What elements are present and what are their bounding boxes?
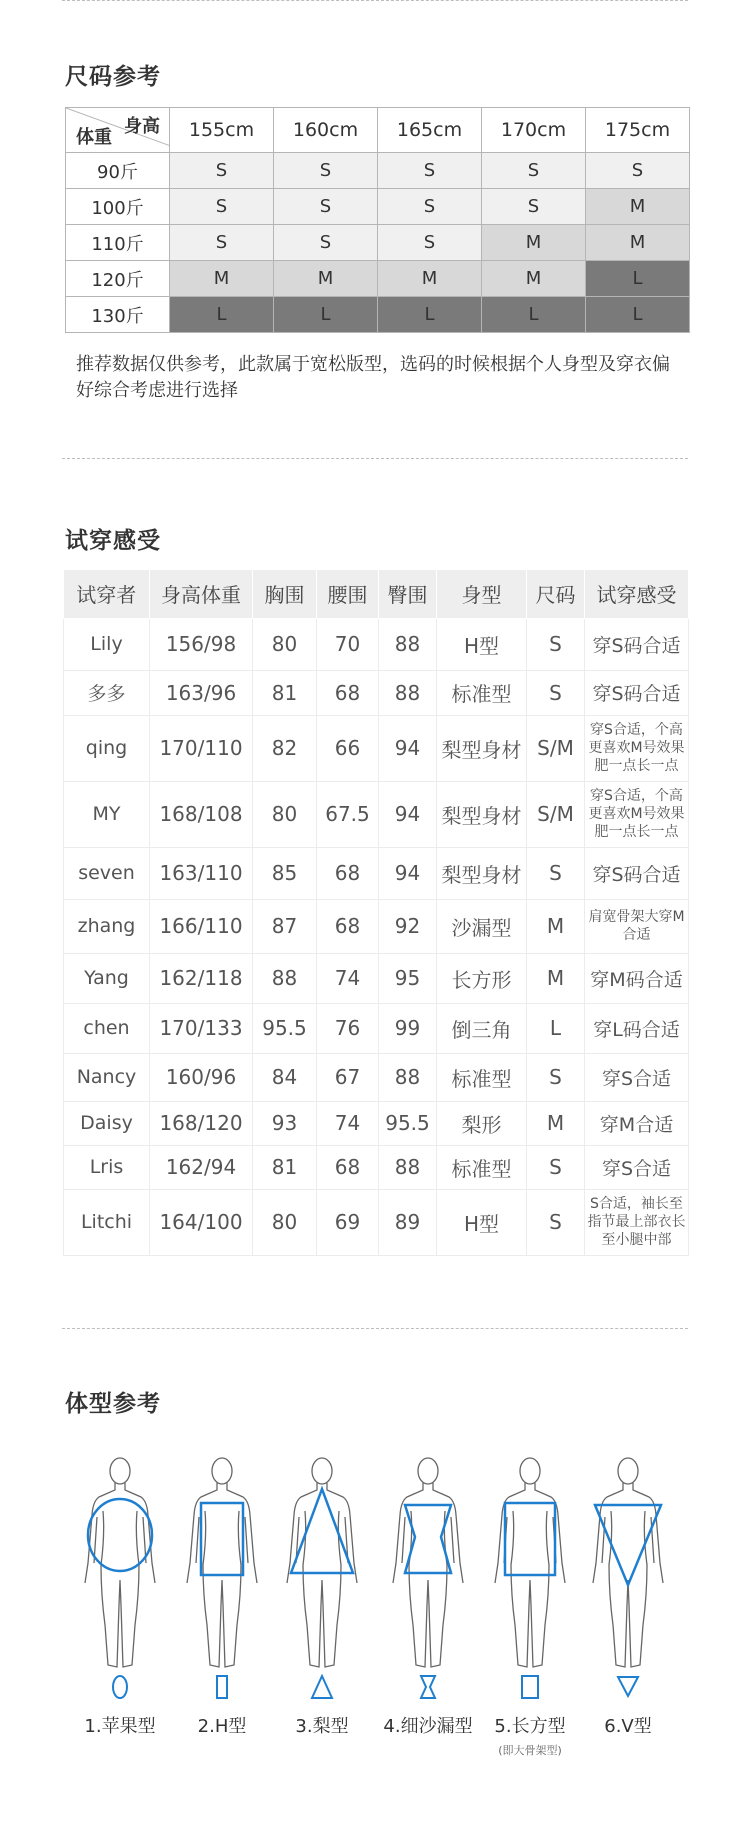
tryon-cell: 梨形 [437, 1101, 527, 1145]
size-cell: S [170, 153, 274, 189]
size-cell: M [482, 261, 586, 297]
tryon-cell: 76 [317, 1003, 379, 1053]
tryon-cell: 梨型身材 [437, 715, 527, 781]
tester-name: Daisy [64, 1101, 150, 1145]
size-cell: S [378, 189, 482, 225]
body-type-label: 5.长方型 [494, 1716, 566, 1737]
size-section-title: 尺码参考 [65, 64, 161, 90]
fit-feedback: S合适，袖长至指节最上部衣长至小腿中部 [585, 1189, 689, 1255]
size-chart-header-row [66, 108, 690, 153]
tryon-cell: 标准型 [437, 1053, 527, 1101]
size-cell: S [170, 189, 274, 225]
tryon-cell: 68 [317, 1145, 379, 1189]
tryon-cell: 70 [317, 618, 379, 670]
tester-name: Lily [64, 618, 150, 670]
tryon-cell: 梨型身材 [437, 781, 527, 847]
fit-feedback: 穿S码合适 [585, 670, 689, 715]
tryon-cell: 162/94 [150, 1145, 253, 1189]
tryon-cell: 87 [253, 899, 317, 953]
fit-feedback: 穿S码合适 [585, 847, 689, 899]
tryon-row [64, 847, 689, 899]
tryon-col-header: 试穿者 [64, 570, 150, 618]
tryon-row [64, 715, 689, 781]
tryon-cell: 68 [317, 899, 379, 953]
tryon-cell: 74 [317, 1101, 379, 1145]
body-type-sublabel: (即大骨架型) [498, 1744, 562, 1757]
weight-row-header: 120斤 [66, 261, 170, 297]
tryon-row [64, 1003, 689, 1053]
tryon-row [64, 1101, 689, 1145]
size-note: 推荐数据仅供参考，此款属于宽松版型，选码的时候根据个人身型及穿衣偏好综合考虑进行选择 [76, 354, 670, 401]
height-col-header: 155cm [170, 108, 274, 153]
size-cell: S [378, 153, 482, 189]
body-type-label: 2.H型 [197, 1716, 247, 1737]
height-col-header: 175cm [586, 108, 690, 153]
tester-name: zhang [64, 899, 150, 953]
tryon-cell: M [527, 1101, 585, 1145]
tryon-row [64, 953, 689, 1003]
tester-name: MY [64, 781, 150, 847]
size-cell: S [274, 153, 378, 189]
size-chart-row [66, 225, 690, 261]
tester-name: Yang [64, 953, 150, 1003]
body-figure [177, 1455, 267, 1675]
body-figure [75, 1455, 165, 1675]
tryon-cell: 67 [317, 1053, 379, 1101]
fit-feedback: 穿M合适 [585, 1101, 689, 1145]
size-chart-row [66, 261, 690, 297]
size-cell: S [378, 225, 482, 261]
size-cell: S [586, 153, 690, 189]
triangle-icon [307, 1672, 337, 1702]
size-chart-table [65, 107, 690, 333]
tryon-cell: 163/96 [150, 670, 253, 715]
size-cell: S [274, 225, 378, 261]
size-cell: M [586, 189, 690, 225]
tryon-cell: 标准型 [437, 670, 527, 715]
size-cell: S [482, 189, 586, 225]
tryon-cell: 88 [379, 618, 437, 670]
tryon-cell: 梨型身材 [437, 847, 527, 899]
tryon-cell: 160/96 [150, 1053, 253, 1101]
section-divider [62, 458, 688, 459]
height-col-header: 160cm [274, 108, 378, 153]
tryon-cell: 80 [253, 618, 317, 670]
tryon-cell: 94 [379, 847, 437, 899]
tryon-cell: S [527, 1053, 585, 1101]
tryon-cell: S/M [527, 781, 585, 847]
tryon-col-header: 身型 [437, 570, 527, 618]
tryon-col-header: 腰围 [317, 570, 379, 618]
tryon-cell: 168/120 [150, 1101, 253, 1145]
tryon-cell: 164/100 [150, 1189, 253, 1255]
weight-row-header: 130斤 [66, 297, 170, 333]
size-cell: M [170, 261, 274, 297]
tryon-cell: 95.5 [379, 1101, 437, 1145]
fit-feedback: 穿S合适，个高更喜欢M号效果肥一点长一点 [585, 715, 689, 781]
body-figure [485, 1455, 575, 1675]
tryon-row [64, 1053, 689, 1101]
size-cell: M [586, 225, 690, 261]
size-chart-row [66, 189, 690, 225]
tryon-cell: 88 [379, 670, 437, 715]
size-cell: S [170, 225, 274, 261]
tryon-cell: 94 [379, 781, 437, 847]
size-cell: M [378, 261, 482, 297]
tryon-cell: 88 [379, 1053, 437, 1101]
size-cell: L [586, 297, 690, 333]
tryon-cell: 99 [379, 1003, 437, 1053]
tryon-cell: 倒三角 [437, 1003, 527, 1053]
tryon-cell: 66 [317, 715, 379, 781]
tryon-cell: H型 [437, 618, 527, 670]
tryon-cell: H型 [437, 1189, 527, 1255]
tester-name: seven [64, 847, 150, 899]
body-figure [583, 1455, 673, 1675]
tryon-cell: M [527, 899, 585, 953]
tryon-row [64, 1145, 689, 1189]
tryon-cell: 81 [253, 670, 317, 715]
corner-weight-label: 体重 [76, 127, 112, 148]
size-cell: L [378, 297, 482, 333]
tryon-cell: 88 [253, 953, 317, 1003]
size-cell: S [274, 189, 378, 225]
size-cell: M [482, 225, 586, 261]
tryon-cell: 68 [317, 847, 379, 899]
tryon-row [64, 670, 689, 715]
hourglass-icon [413, 1672, 443, 1702]
tryon-col-header: 臀围 [379, 570, 437, 618]
tryon-cell: 68 [317, 670, 379, 715]
tryon-cell: M [527, 953, 585, 1003]
tryon-cell: 67.5 [317, 781, 379, 847]
tryon-cell: S/M [527, 715, 585, 781]
tryon-col-header: 身高体重 [150, 570, 253, 618]
tryon-row [64, 1189, 689, 1255]
tryon-cell: 74 [317, 953, 379, 1003]
body-type-label: 4.细沙漏型 [383, 1716, 473, 1737]
tryon-col-header: 试穿感受 [585, 570, 689, 618]
size-cell: L [170, 297, 274, 333]
size-cell: L [586, 261, 690, 297]
tryon-cell: S [527, 847, 585, 899]
tryon-cell: 85 [253, 847, 317, 899]
tryon-row [64, 781, 689, 847]
tryon-cell: 标准型 [437, 1145, 527, 1189]
body-section-title: 体型参考 [65, 1391, 161, 1417]
tester-name: 多多 [64, 670, 150, 715]
size-cell: L [482, 297, 586, 333]
oval-icon [105, 1672, 135, 1702]
tryon-cell: 163/110 [150, 847, 253, 899]
tryon-cell: 82 [253, 715, 317, 781]
body-type-label: 6.V型 [604, 1716, 652, 1737]
fit-feedback: 穿L码合适 [585, 1003, 689, 1053]
tester-name: Litchi [64, 1189, 150, 1255]
fit-feedback: 穿M码合适 [585, 953, 689, 1003]
body-figure [277, 1455, 367, 1675]
tryon-cell: 92 [379, 899, 437, 953]
height-col-header: 170cm [482, 108, 586, 153]
weight-row-header: 110斤 [66, 225, 170, 261]
tester-name: Nancy [64, 1053, 150, 1101]
size-cell: S [482, 153, 586, 189]
rectangle-icon [207, 1672, 237, 1702]
tryon-cell: 94 [379, 715, 437, 781]
body-type-label: 3.梨型 [295, 1716, 349, 1737]
tryon-col-header: 尺码 [527, 570, 585, 618]
weight-row-header: 100斤 [66, 189, 170, 225]
top-divider [62, 0, 688, 1]
tryon-cell: 166/110 [150, 899, 253, 953]
tryon-cell: 69 [317, 1189, 379, 1255]
square-icon [515, 1672, 545, 1702]
size-chart-row [66, 297, 690, 333]
tester-name: chen [64, 1003, 150, 1053]
size-cell: L [274, 297, 378, 333]
inverted-triangle-icon [613, 1672, 643, 1702]
section-divider [62, 1328, 688, 1329]
size-chart-corner [66, 108, 170, 153]
fit-feedback: 穿S合适 [585, 1053, 689, 1101]
fit-feedback: 肩宽骨架大穿M合适 [585, 899, 689, 953]
body-figure [383, 1455, 473, 1675]
body-type-label: 1.苹果型 [84, 1716, 156, 1737]
height-col-header: 165cm [378, 108, 482, 153]
tryon-cell: S [527, 670, 585, 715]
fit-feedback: 穿S码合适 [585, 618, 689, 670]
tryon-cell: S [527, 618, 585, 670]
tryon-cell: 156/98 [150, 618, 253, 670]
weight-row-header: 90斤 [66, 153, 170, 189]
size-chart-row [66, 153, 690, 189]
tryon-cell: 95.5 [253, 1003, 317, 1053]
tryon-cell: 84 [253, 1053, 317, 1101]
fit-feedback: 穿S合适，个高更喜欢M号效果肥一点长一点 [585, 781, 689, 847]
tryon-cell: 88 [379, 1145, 437, 1189]
tryon-cell: 长方形 [437, 953, 527, 1003]
tryon-cell: 95 [379, 953, 437, 1003]
tryon-cell: S [527, 1145, 585, 1189]
tryon-header-row [64, 570, 689, 618]
tryon-cell: 沙漏型 [437, 899, 527, 953]
tryon-cell: 80 [253, 781, 317, 847]
fit-feedback: 穿S合适 [585, 1145, 689, 1189]
tryon-cell: 162/118 [150, 953, 253, 1003]
tryon-section-title: 试穿感受 [65, 528, 161, 554]
tryon-cell: S [527, 1189, 585, 1255]
tryon-table [63, 570, 689, 1256]
tryon-cell: 93 [253, 1101, 317, 1145]
tester-name: qing [64, 715, 150, 781]
corner-height-label: 身高 [124, 116, 160, 137]
tryon-col-header: 胸围 [253, 570, 317, 618]
tryon-body [64, 618, 689, 1255]
tryon-cell: 168/108 [150, 781, 253, 847]
tryon-row [64, 618, 689, 670]
tryon-cell: 170/110 [150, 715, 253, 781]
tryon-cell: 170/133 [150, 1003, 253, 1053]
tryon-cell: L [527, 1003, 585, 1053]
tryon-cell: 89 [379, 1189, 437, 1255]
size-cell: M [274, 261, 378, 297]
tryon-cell: 80 [253, 1189, 317, 1255]
tester-name: Lris [64, 1145, 150, 1189]
tryon-cell: 81 [253, 1145, 317, 1189]
tryon-row [64, 899, 689, 953]
